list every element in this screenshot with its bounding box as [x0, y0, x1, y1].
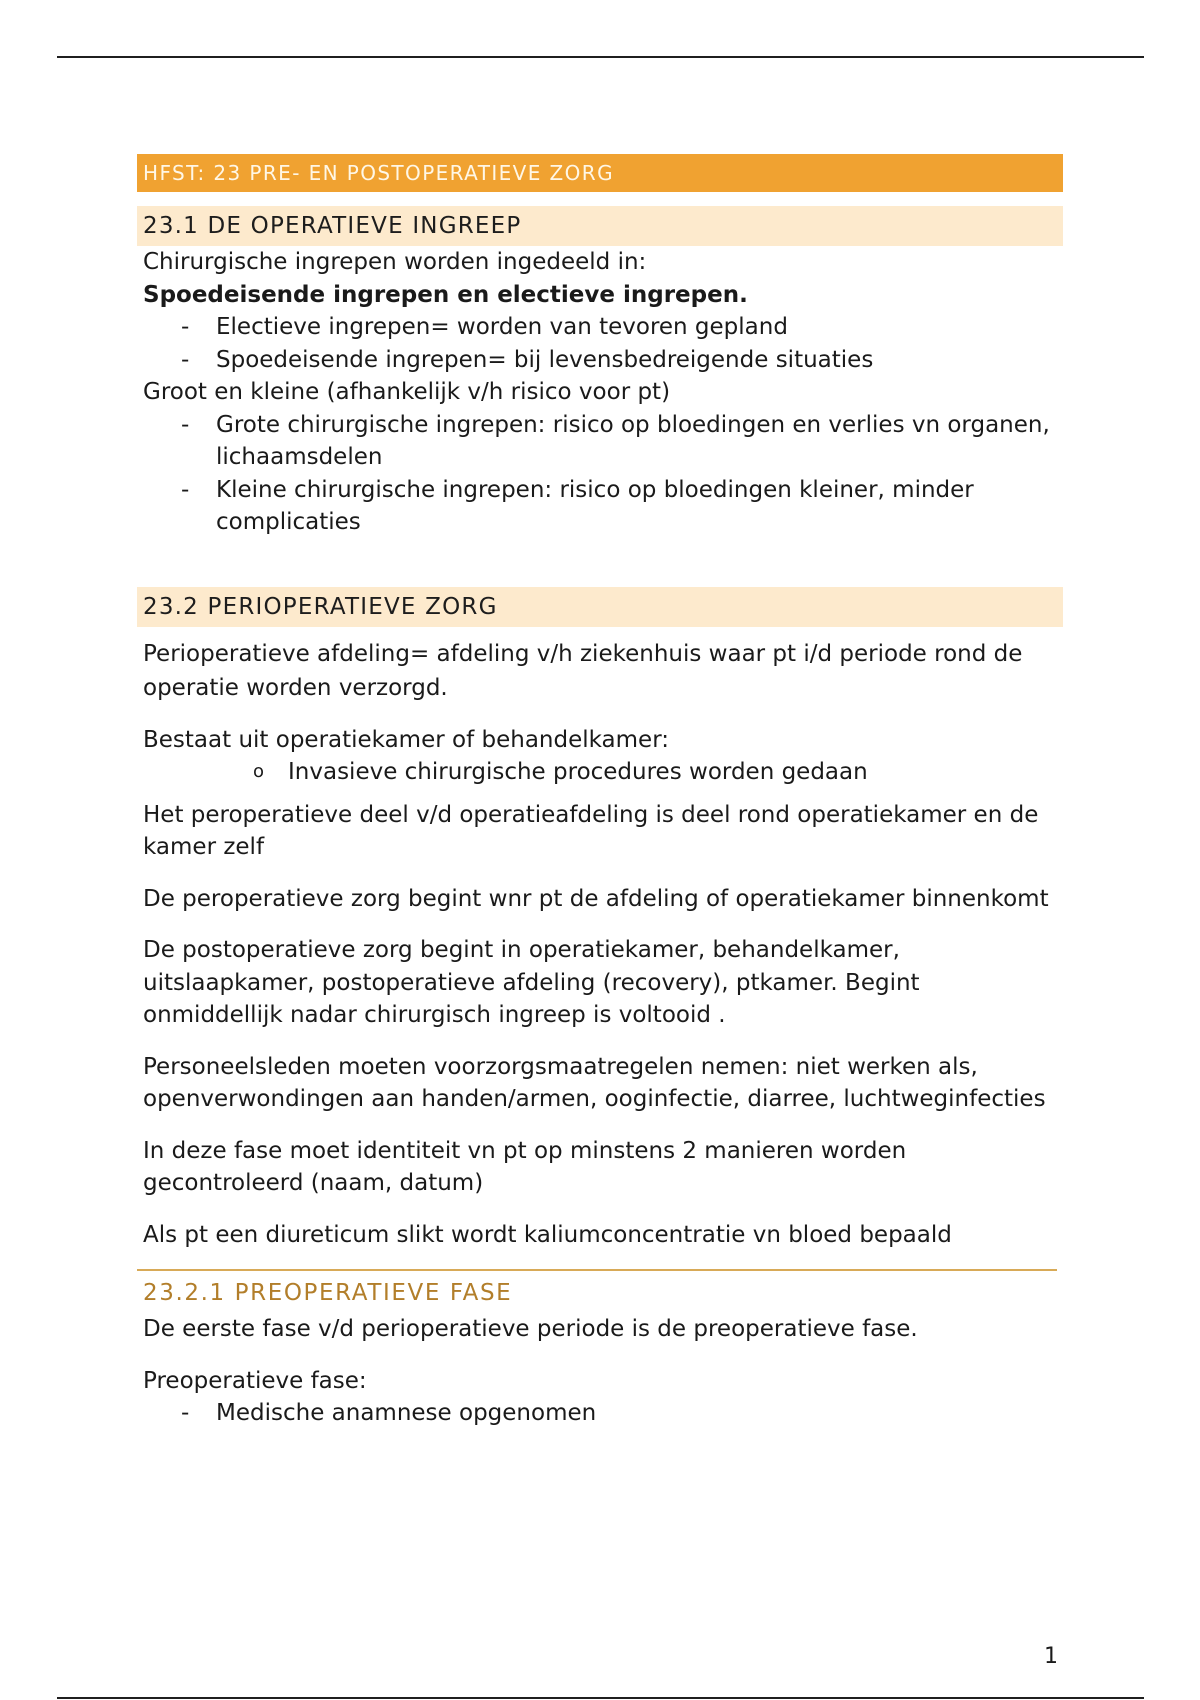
- dash-bullet: -: [181, 314, 190, 340]
- dash-bullet: -: [181, 346, 190, 373]
- section-heading-23-1: 23.1 DE OPERATIEVE INGREEP: [137, 206, 1063, 246]
- paragraph: Groot en kleine (afhankelijk v/h risico voor pt): [143, 379, 671, 405]
- paragraph: De postoperatieve zorg begint in operatiekamer, behandelkamer, uitslaapkamer, postoperatieve afdeling (recovery), ptkamer. Begint onmiddellijk nadar chirurgisch ingreep is voltooid .: [143, 937, 920, 1028]
- page-content: [137, 154, 1063, 1430]
- list-item: - Kleine chirurgische ingrepen: risico op bloedingen kleiner, minder complicaties: [143, 474, 1063, 539]
- circle-bullet: o: [253, 761, 265, 782]
- bottom-rule: [57, 1697, 1144, 1699]
- paragraph: Bestaat uit operatiekamer of behandelkamer:: [143, 726, 669, 753]
- bullet-list: [143, 409, 1063, 539]
- paragraph: Het peroperatieve deel v/d operatieafdeling is deel rond operatiekamer en de kamer zelf: [143, 801, 1039, 860]
- chapter-header: HFST: 23 PRE- EN POSTOPERATIEVE ZORG: [137, 154, 1063, 192]
- bold-paragraph: Spoedeisende ingrepen en electieve ingrepen.: [143, 281, 748, 308]
- dash-bullet: -: [181, 411, 190, 438]
- list-item: - Electieve ingrepen= worden van tevoren gepland: [143, 311, 1063, 344]
- paragraph: De peroperatieve zorg begint wnr pt de afdeling of operatiekamer binnenkomt: [143, 885, 1049, 912]
- list-item: - Spoedeisende ingrepen= bij levensbedreigende situaties: [143, 344, 1063, 377]
- section-heading-23-2: 23.2 PERIOPERATIEVE ZORG: [137, 587, 1063, 627]
- sub-list: [143, 756, 1063, 789]
- paragraph: Preoperatieve fase:: [143, 1367, 367, 1394]
- page-number: 1: [1044, 1644, 1058, 1669]
- dash-bullet: -: [181, 1400, 190, 1426]
- section-23-2-1-body: [137, 1313, 1063, 1430]
- list-item: o Invasieve chirurgische procedures worden gedaan: [143, 756, 1063, 789]
- paragraph: In deze fase moet identiteit vn pt op minstens 2 manieren worden gecontroleerd (naam, datum): [143, 1137, 907, 1196]
- section-23-1-body: [137, 246, 1063, 539]
- dash-bullet: -: [181, 476, 190, 503]
- bullet-list: [143, 1397, 1063, 1430]
- section-23-2-body: [137, 637, 1063, 1252]
- paragraph: De eerste fase v/d perioperatieve periode is de preoperatieve fase.: [143, 1316, 918, 1342]
- paragraph: Chirurgische ingrepen worden ingedeeld in:: [143, 249, 647, 275]
- subsection-heading-23-2-1: 23.2.1 PREOPERATIEVE FASE: [137, 1269, 1057, 1309]
- paragraph: Als pt een diureticum slikt wordt kaliumconcentratie vn bloed bepaald: [143, 1221, 952, 1248]
- bullet-list: [143, 311, 1063, 376]
- list-item: - Grote chirurgische ingrepen: risico op bloedingen en verlies vn organen, lichaamsdelen: [143, 409, 1063, 474]
- top-rule: [57, 56, 1144, 58]
- paragraph: Personeelsleden moeten voorzorgsmaatregelen nemen: niet werken als, openverwondingen aan handen/armen, ooginfectie, diarree, luchtweginfecties: [143, 1053, 1046, 1112]
- paragraph: Perioperatieve afdeling= afdeling v/h ziekenhuis waar pt i/d periode rond de operatie worden verzorgd.: [143, 640, 1023, 701]
- list-item: - Medische anamnese opgenomen: [143, 1397, 1063, 1430]
